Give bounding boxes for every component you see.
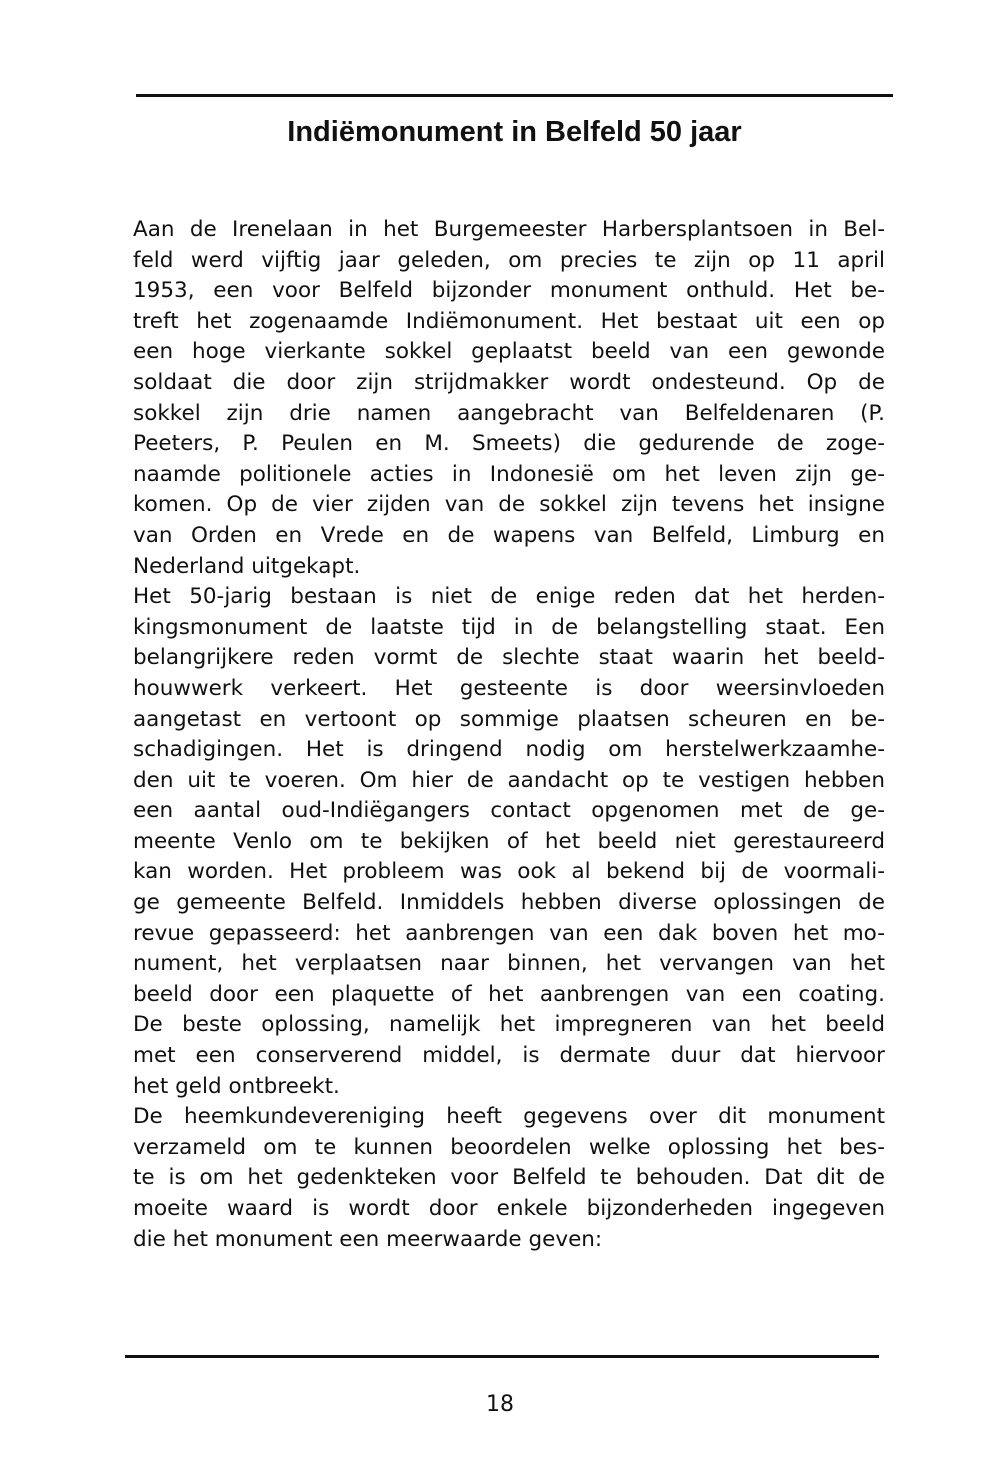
text-line: De heemkundevereniging heeft gegevens over dit monument [133, 1104, 885, 1130]
text-line: komen. Op de vier zijden van de sokkel zijn tevens het insigne [133, 492, 885, 518]
text-line: het geld ontbreekt. [133, 1073, 340, 1099]
text-line: naamde politionele acties in Indonesië om het leven zijn ge- [133, 461, 885, 487]
paragraph [133, 1102, 885, 1255]
text-line: ge gemeente Belfeld. Inmiddels hebben diverse oplossingen de [133, 890, 885, 916]
text-line: een hoge vierkante sokkel geplaatst beeld van een gewonde [133, 339, 885, 365]
text-line: feld werd vijftig jaar geleden, om precies te zijn op 11 april [133, 247, 885, 273]
text-line: van Orden en Vrede en de wapens van Belfeld, Limburg en [133, 522, 885, 548]
text-line: verzameld om te kunnen beoordelen welke oplossing het bes- [133, 1134, 885, 1160]
text-line: schadigingen. Het is dringend nodig om herstelwerkzaamhe- [133, 737, 885, 763]
paragraph [133, 215, 885, 582]
text-line: De beste oplossing, namelijk het impregneren van het beeld [133, 1012, 885, 1038]
text-line: Nederland uitgekapt. [133, 553, 361, 579]
text-line: kingsmonument de laatste tijd in de belangstelling staat. Een [133, 614, 885, 640]
text-line: Het 50-jarig bestaan is niet de enige reden dat het herden- [133, 584, 885, 610]
text-line: kan worden. Het probleem was ook al bekend bij de voormali- [133, 859, 885, 885]
text-line: beeld door een plaquette of het aanbrengen van een coating. [133, 981, 885, 1007]
text-line: treft het zogenaamde Indiëmonument. Het bestaat uit een op [133, 308, 885, 334]
text-line: Peeters, P. Peulen en M. Smeets) die gedurende de zoge- [133, 431, 885, 457]
article-body [133, 215, 885, 1255]
bottom-rule [125, 1355, 879, 1358]
text-line: revue gepasseerd: het aanbrengen van een dak boven het mo- [133, 920, 885, 946]
text-line: Aan de Irenelaan in het Burgemeester Harbersplantsoen in Bel- [133, 217, 885, 242]
text-line: den uit te voeren. Om hier de aandacht op te vestigen hebben [133, 767, 885, 793]
text-line: een aantal oud-Indiëgangers contact opgenomen met de ge- [133, 798, 885, 824]
text-line: nument, het verplaatsen naar binnen, het vervangen van het [133, 951, 885, 977]
paragraph [133, 582, 885, 1102]
text-line: moeite waard is wordt door enkele bijzonderheden ingegeven [133, 1196, 885, 1221]
text-line: meente Venlo om te bekijken of het beeld niet gerestaureerd [133, 828, 885, 854]
text-line: 1953, een voor Belfeld bijzonder monument onthuld. Het be- [133, 278, 885, 304]
text-line: te is om het gedenkteken voor Belfeld te behouden. Dat dit de [133, 1165, 885, 1191]
text-line: met een conserverend middel, is dermate duur dat hiervoor [133, 1043, 885, 1069]
page-number: 18 [486, 1392, 514, 1417]
page-title: Indiëmonument in Belfeld 50 jaar [287, 116, 742, 148]
text-line: aangetast en vertoont op sommige plaatsen scheuren en be- [133, 706, 885, 732]
top-rule [136, 94, 893, 97]
text-line: houwwerk verkeert. Het gesteente is door weersinvloeden [133, 675, 885, 701]
text-line: sokkel zijn drie namen aangebracht van Belfeldenaren (P. [133, 400, 885, 426]
text-line: die het monument een meerwaarde geven: [133, 1226, 603, 1252]
text-line: soldaat die door zijn strijdmakker wordt ondesteund. Op de [133, 369, 885, 395]
text-line: belangrijkere reden vormt de slechte staat waarin het beeld- [133, 645, 885, 671]
